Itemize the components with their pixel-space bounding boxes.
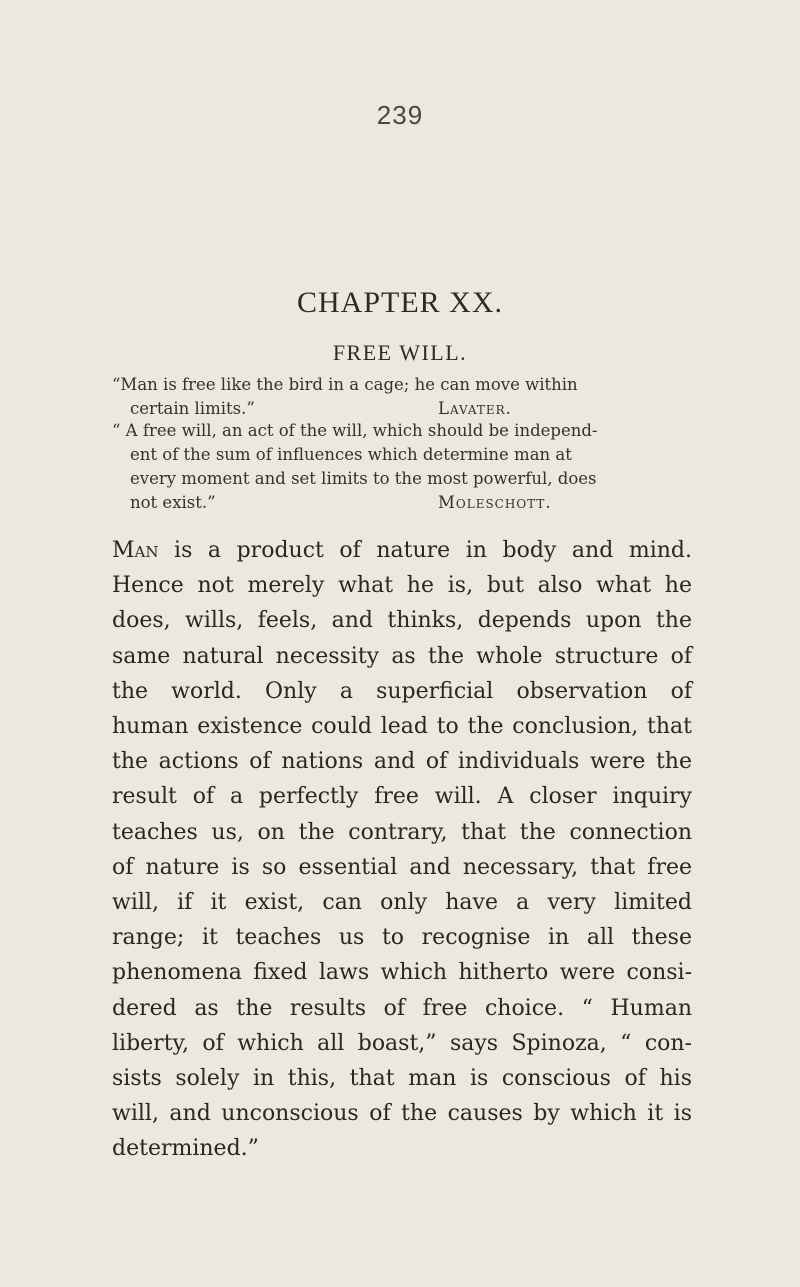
body-paragraph: [112, 533, 692, 1167]
epigraph-attribution: Lavater.: [438, 399, 512, 418]
epigraph-line: not exist.”: [130, 493, 216, 512]
body-line: result of a perfectly free will. A closer inquiry: [112, 784, 692, 810]
page-number: 239: [376, 100, 424, 130]
epigraph-moleschott: [112, 419, 692, 515]
body-line: teaches us, on the contrary, that the connection: [112, 819, 692, 845]
body-line: determined.”: [112, 1136, 259, 1162]
body-line: same natural necessity as the whole structure of: [112, 643, 692, 669]
epigraph-line: “Man is free like the bird in a cage; he can move within: [112, 375, 578, 394]
body-line: will, if it exist, can only have a very limited: [112, 890, 692, 916]
body-line: the world. Only a superficial observation of: [112, 678, 692, 704]
epigraph-line: ent of the sum of influences which determine man at: [130, 445, 572, 464]
epigraph-lavater: [112, 373, 692, 421]
body-line: will, and unconscious of the causes by which it is: [112, 1101, 692, 1127]
section-title: FREE WILL.: [332, 340, 468, 365]
body-line: phenomena fixed laws which hitherto were consi-: [112, 960, 692, 986]
body-line: Hence not merely what he is, but also what he: [112, 573, 692, 599]
body-line: sists solely in this, that man is conscious of his: [112, 1066, 692, 1092]
body-line: human existence could lead to the conclusion, that: [112, 714, 692, 740]
body-line: does, wills, feels, and thinks, depends upon the: [112, 608, 692, 634]
body-line: liberty, of which all boast,” says Spinoza, “ con-: [112, 1030, 692, 1056]
lead-word: Man: [112, 538, 159, 563]
body-line: dered as the results of free choice. “ Human: [112, 995, 692, 1021]
epigraph-attribution: Moleschott.: [438, 493, 552, 512]
epigraph-line: every moment and set limits to the most powerful, does: [130, 469, 597, 488]
body-line: the actions of nations and of individuals were the: [112, 749, 692, 775]
body-line: of nature is so essential and necessary, that free: [112, 854, 692, 880]
epigraph-line: certain limits.”: [130, 399, 255, 418]
epigraph-line: “ A free will, an act of the will, which should be independ-: [112, 421, 598, 440]
body-line: [112, 533, 692, 568]
body-line: range; it teaches us to recognise in all these: [112, 925, 692, 951]
body-line-rest: is a product of nature in body and mind.: [158, 538, 692, 563]
chapter-title: CHAPTER XX.: [296, 286, 503, 319]
